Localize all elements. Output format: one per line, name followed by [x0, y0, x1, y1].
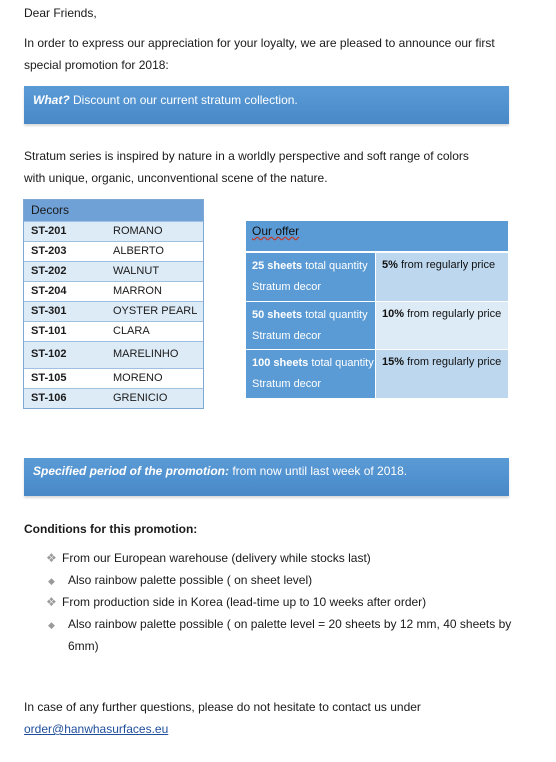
- decor-name: ALBERTO: [113, 245, 164, 257]
- decor-code: ST-202: [31, 265, 67, 277]
- offer-pct: 15%: [382, 356, 405, 368]
- table-row: [24, 368, 203, 388]
- list-item: [46, 591, 426, 613]
- decor-name: MARRON: [113, 285, 162, 297]
- offer-pct-rest: from regularly price: [397, 259, 496, 271]
- decor-code: ST-301: [31, 305, 67, 317]
- condition-text: Also rainbow palette possible ( on palette level = 20 sheets by 12 mm, 40 sheets by: [68, 617, 512, 631]
- period-band: [24, 458, 509, 496]
- table-row: [24, 221, 203, 241]
- condition-text: Also rainbow palette possible ( on sheet level): [68, 573, 313, 587]
- offer-quantity: [246, 350, 376, 398]
- condition-text: From production side in Korea (lead-time up to 10 weeks after order): [62, 595, 427, 609]
- condition-text: From our European warehouse (delivery while stocks last): [62, 551, 371, 565]
- intro-paragraph: In order to express our appreciation for your loyalty, we are pleased to announce our first special promotion for 2018:: [24, 36, 495, 72]
- decor-name: GRENICIO: [113, 392, 168, 404]
- offer-qty-rest: total quantity: [302, 309, 368, 321]
- offer-header-text: Our offer: [252, 224, 300, 238]
- diamond-bullet-icon: ❖: [46, 595, 57, 609]
- offer-pct: 10%: [382, 308, 405, 320]
- decor-code: ST-102: [31, 348, 67, 360]
- offer-table: [246, 221, 508, 398]
- email-link-text[interactable]: order@hanwhasurfaces.eu: [24, 722, 169, 736]
- decor-code: ST-201: [31, 225, 67, 237]
- table-row: [24, 261, 203, 281]
- closing-paragraph: In case of any further questions, please do not hesitate to contact us under: [24, 700, 421, 714]
- offer-qty-line2: Stratum decor: [252, 281, 322, 293]
- diamond-small-bullet-icon: ◆: [48, 620, 55, 630]
- decor-name: WALNUT: [113, 265, 160, 277]
- offer-qty-rest: total quantity: [308, 357, 374, 369]
- offer-qty-bold: 100 sheets: [252, 357, 309, 369]
- decor-name: MORENO: [113, 372, 163, 384]
- period-band-lead: Specified period of the promotion:: [33, 464, 229, 478]
- table-row: [24, 341, 203, 368]
- decor-name: CLARA: [113, 325, 150, 337]
- offer-quantity: [246, 302, 376, 349]
- decor-name: ROMANO: [113, 225, 163, 237]
- what-band: [24, 86, 509, 124]
- decor-name: MARELINHO: [113, 348, 179, 360]
- offer-qty-bold: 25 sheets: [252, 260, 303, 272]
- what-band-text: Discount on our current stratum collection.: [69, 93, 298, 107]
- offer-qty-line2: Stratum decor: [252, 378, 322, 390]
- list-item-continuation: 6mm): [68, 639, 99, 653]
- description-paragraph: Stratum series is inspired by nature in a worldly perspective and soft range of colors with unique, organic, unconventional scene of the nature.: [24, 149, 469, 185]
- table-row: [246, 252, 508, 301]
- table-row: [246, 301, 508, 349]
- list-item: [48, 569, 312, 592]
- decor-name: OYSTER PEARL: [113, 305, 198, 317]
- offer-discount: [376, 253, 508, 301]
- decors-header: Decors: [24, 200, 203, 221]
- conditions-title: Conditions for this promotion:: [24, 522, 198, 536]
- table-row: [24, 321, 203, 341]
- offer-discount: [376, 302, 508, 349]
- table-row: [24, 281, 203, 301]
- list-item: [46, 547, 371, 569]
- decors-table: [23, 199, 204, 409]
- greeting: Dear Friends,: [24, 6, 97, 20]
- offer-header: [246, 221, 508, 252]
- email-link[interactable]: [24, 718, 168, 740]
- table-row: [24, 388, 203, 408]
- decor-code: ST-106: [31, 392, 67, 404]
- offer-discount: [376, 350, 508, 398]
- list-item: [48, 613, 511, 636]
- decor-code: ST-204: [31, 285, 67, 297]
- period-band-text: from now until last week of 2018.: [229, 464, 408, 478]
- offer-pct-rest: from regularly price: [404, 356, 502, 368]
- table-row: [246, 349, 508, 398]
- offer-pct: 5%: [382, 259, 398, 271]
- table-row: [24, 301, 203, 321]
- table-row: [24, 241, 203, 261]
- diamond-small-bullet-icon: ◆: [48, 576, 55, 586]
- offer-qty-line2: Stratum decor: [252, 330, 322, 342]
- offer-quantity: [246, 253, 376, 301]
- what-band-lead: What?: [33, 93, 70, 107]
- offer-qty-rest: total quantity: [302, 260, 368, 272]
- decor-code: ST-203: [31, 245, 67, 257]
- offer-pct-rest: from regularly price: [404, 308, 502, 320]
- diamond-bullet-icon: ❖: [46, 551, 57, 565]
- offer-qty-bold: 50 sheets: [252, 309, 303, 321]
- decor-code: ST-101: [31, 325, 67, 337]
- decor-code: ST-105: [31, 372, 67, 384]
